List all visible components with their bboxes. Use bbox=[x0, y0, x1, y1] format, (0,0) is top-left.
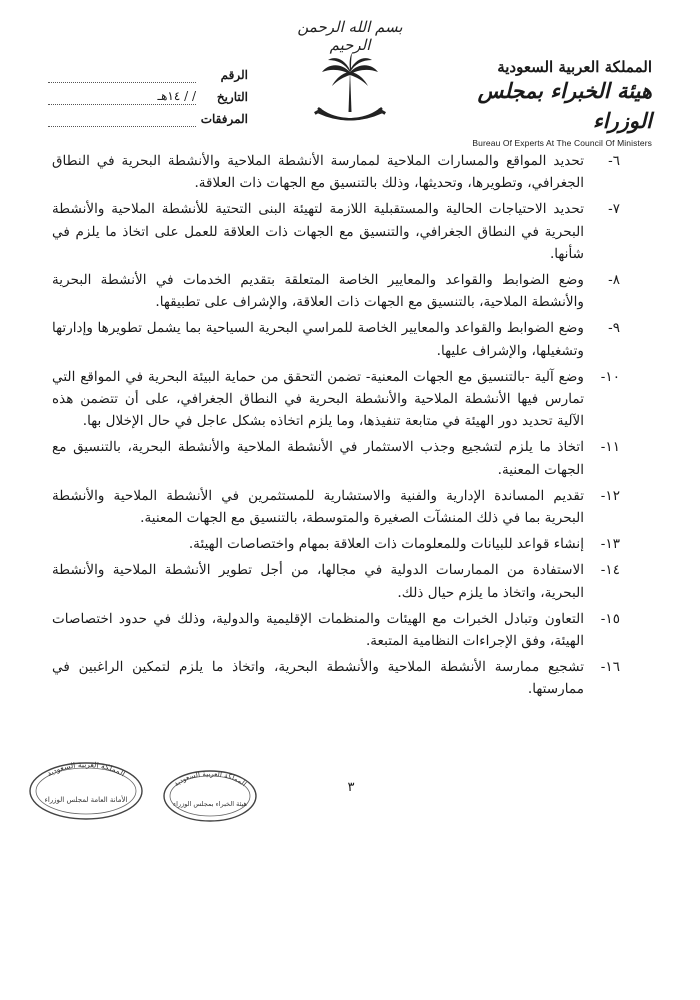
item-text: تقديم المساندة الإدارية والفنية والاستشارية للمستثمرين في الأنشطة الملاحية والأنشطة البحرية بما في ذلك المنشآت الصغيرة والمتوسطة، بالتنسيق مع الجهات المعنية. bbox=[52, 487, 584, 527]
item-number: ١٦- bbox=[600, 659, 620, 676]
item-number: ٧- bbox=[608, 201, 620, 218]
number-field bbox=[48, 66, 196, 83]
basmala: بسم الله الرحمن الرحيم bbox=[297, 18, 403, 54]
date-row bbox=[48, 86, 248, 108]
org-name: هيئة الخبراء بمجلس الوزراء bbox=[477, 78, 652, 133]
item-text: اتخاذ ما يلزم لتشجيع وجذب الاستثمار في الأنشطة الملاحية والأنشطة البحرية، بالتنسيق مع الجهات المعنية. bbox=[52, 439, 584, 478]
letterhead bbox=[0, 0, 700, 148]
item-number: ١٢- bbox=[600, 487, 620, 504]
date-label: التاريخ bbox=[216, 90, 248, 104]
attachments-row bbox=[48, 108, 248, 130]
item-text: وضع الضوابط والقواعد والمعايير الخاصة المتعلقة بتقديم الخدمات في الأنشطة البحرية والأنشطة الملاحية، بالتنسيق مع الجهات ذات العلاقة، والإشراف على تطبيقها. bbox=[52, 272, 584, 311]
date-field: / / ١٤هـ bbox=[48, 88, 196, 105]
organization-block bbox=[452, 58, 652, 148]
list-item bbox=[52, 317, 620, 361]
list-item bbox=[52, 533, 620, 555]
svg-text:المملكة العربية السعودية bbox=[45, 760, 127, 778]
official-stamp-left bbox=[26, 760, 146, 822]
list-item bbox=[52, 366, 620, 433]
list-item bbox=[52, 559, 620, 603]
list-item bbox=[52, 269, 620, 313]
list-item bbox=[52, 198, 620, 265]
list-item bbox=[52, 608, 620, 652]
number-label: الرقم bbox=[220, 68, 248, 82]
reference-number-row bbox=[48, 64, 248, 86]
item-number: ١١- bbox=[600, 439, 620, 456]
item-number: ١٣- bbox=[600, 536, 620, 553]
item-number: ١٤- bbox=[600, 562, 620, 579]
stamp-right-top-text: المملكة العربية السعودية bbox=[172, 769, 248, 789]
item-text: وضع الضوابط والقواعد والمعايير الخاصة للمراسي البحرية السياحية بما يشمل تطويرها وإدارتها وتشغيلها، والإشراف عليها. bbox=[52, 320, 584, 359]
org-name-english: Bureau Of Experts At The Council Of Ministers bbox=[472, 138, 652, 148]
item-text: تشجيع ممارسة الأنشطة الملاحية والأنشطة البحرية، واتخاذ ما يلزم لتمكين الراغبين في ممارستها. bbox=[52, 659, 584, 698]
stamp-right-bottom-text: هيئة الخبراء بمجلس الوزراء bbox=[173, 800, 247, 808]
item-number: ١٥- bbox=[600, 610, 620, 627]
page-number: ٣ bbox=[347, 780, 355, 795]
item-text: الاستفادة من الممارسات الدولية في مجالها، من أجل تطوير الأنشطة الملاحية والأنشطة البحرية، واتخاذ ما يلزم حيال ذلك. bbox=[52, 562, 584, 601]
attachments-label: المرفقات bbox=[200, 112, 248, 126]
list-item bbox=[52, 485, 620, 529]
item-text: وضع آلية -بالتنسيق مع الجهات المعنية- تضمن التحقق من حماية البيئة البحرية في المواقع التي تمارس فيها الأنشطة الملاحية والأنشطة البحرية في النطاق الجغرافي، على أن تتضمن هذه الآلية تحديد دور الهيئة في متابعة تنفيذها، وما يلزم اتخاذه بشكل عاجل في حال الإخلال بها. bbox=[52, 368, 584, 430]
list-item bbox=[52, 436, 620, 480]
attachments-field bbox=[48, 110, 196, 127]
item-number: ٦- bbox=[608, 153, 620, 169]
list-item bbox=[52, 656, 620, 700]
item-text: إنشاء قواعد للبيانات وللمعلومات ذات العلاقة بمهام واختصاصات الهيئة. bbox=[188, 536, 584, 553]
item-number: ١٠- bbox=[600, 368, 620, 385]
svg-text:المملكة العربية السعودية bbox=[172, 770, 247, 788]
official-stamp-right bbox=[160, 768, 260, 824]
stamp-left-top-text: المملكة العربية السعودية bbox=[45, 760, 127, 779]
item-number: ٩- bbox=[608, 320, 620, 337]
stamp-left-bottom-text: الأمانة العامة لمجلس الوزراء bbox=[44, 796, 128, 804]
item-number: ٨- bbox=[608, 272, 620, 289]
saudi-emblem-icon bbox=[310, 50, 390, 130]
item-text: تحديد المواقع والمسارات الملاحية لممارسة الأنشطة الملاحية والأنشطة البحرية في النطاق الجغرافي، وتطويرها، وتحديثها، وذلك بالتنسيق مع الجهات ذات العلاقة. bbox=[52, 153, 584, 192]
list-item bbox=[52, 150, 620, 194]
item-text: تحديد الاحتياجات الحالية والمستقبلية اللازمة لتهيئة البنى التحتية للأنشطة الملاحية والأنشطة البحرية في النطاق الجغرافي، والتنسيق مع الجهات ذات العلاقة للعمل على اتخاذ ما يلزم في شأنها. bbox=[52, 201, 584, 262]
org-kingdom: المملكة العربية السعودية bbox=[497, 58, 652, 76]
document-body bbox=[52, 150, 620, 705]
reference-block bbox=[48, 64, 248, 130]
item-text: التعاون وتبادل الخبرات مع الهيئات والمنظمات الإقليمية والدولية، وذلك في حدود اختصاصات الهيئة، وفق الإجراءات النظامية المتبعة. bbox=[52, 610, 584, 650]
